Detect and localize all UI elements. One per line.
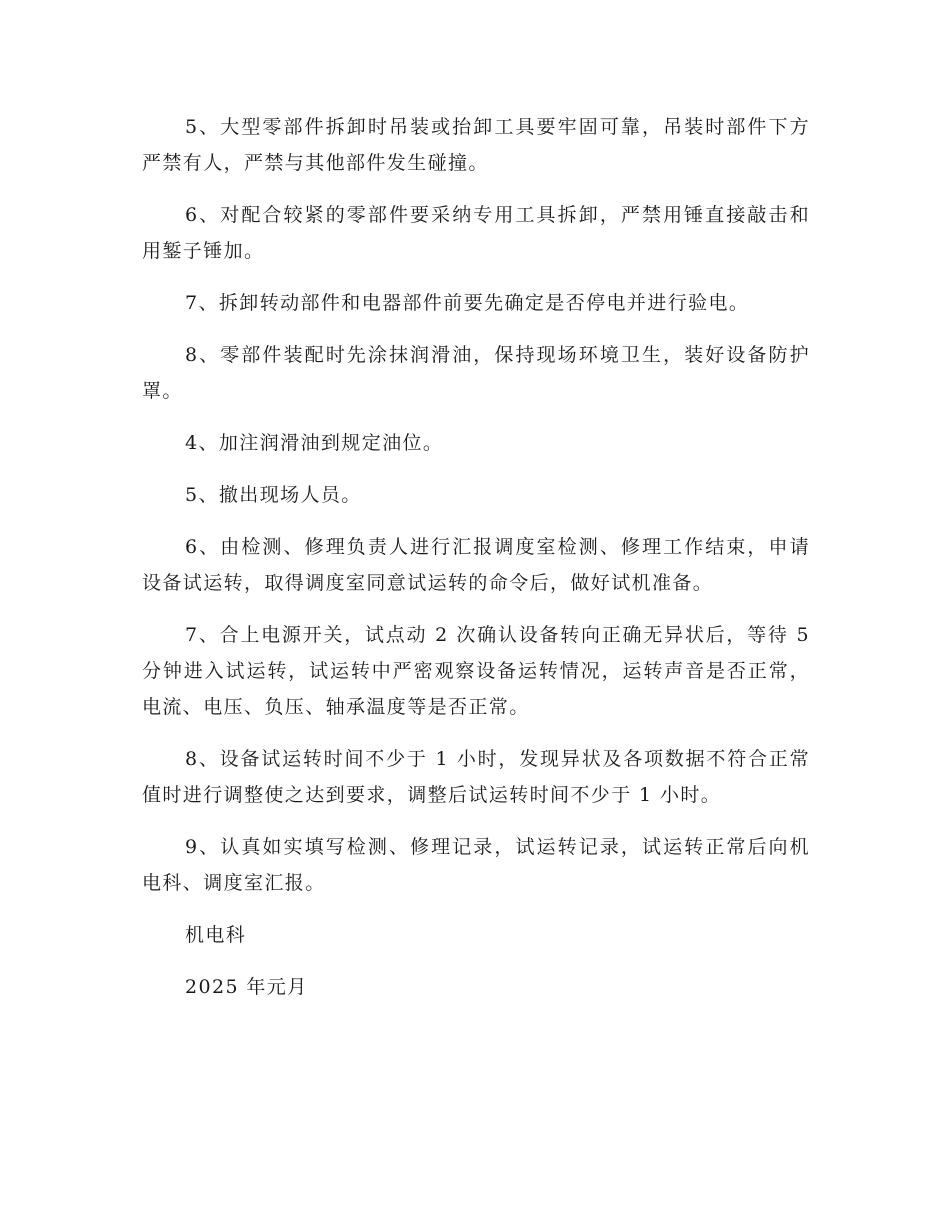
paragraph: 8、零部件装配时先涂抹润滑油，保持现场环境卫生，装好设备防护罩。	[142, 344, 810, 402]
document-body	[142, 109, 810, 1021]
signature-department: 机电科	[185, 924, 247, 946]
paragraph: 9、认真如实填写检测、修理记录，试运转记录，试运转正常后向机电科、调度室汇报。	[142, 836, 810, 894]
paragraph: 4、加注润滑油到规定油位。	[185, 432, 444, 454]
signature-date: 2025 年元月	[185, 976, 308, 998]
paragraph: 8、设备试运转时间不少于 1 小时，发现异状及各项数据不符合正常值时进行调整使之达到要求，调整后试运转时间不少于 1 小时。	[142, 748, 810, 806]
paragraph: 6、由检测、修理负责人进行汇报调度室检测、修理工作结束，申请设备试运转，取得调度室同意试运转的命令后，做好试机准备。	[142, 536, 810, 594]
paragraph: 7、拆卸转动部件和电器部件前要先确定是否停电并进行验电。	[185, 292, 750, 314]
paragraph: 5、撤出现场人员。	[185, 484, 362, 506]
paragraph: 5、大型零部件拆卸时吊装或抬卸工具要牢固可靠，吊装时部件下方严禁有人，严禁与其他部件发生碰撞。	[142, 116, 810, 174]
paragraph: 7、合上电源开关，试点动 2 次确认设备转向正确无异状后，等待 5 分钟进入试运转，试运转中严密观察设备运转情况，运转声音是否正常，电流、电压、负压、轴承温度等是否正常。	[142, 624, 810, 718]
paragraph: 6、对配合较紧的零部件要采纳专用工具拆卸，严禁用锤直接敲击和用錾子锤加。	[142, 204, 810, 262]
